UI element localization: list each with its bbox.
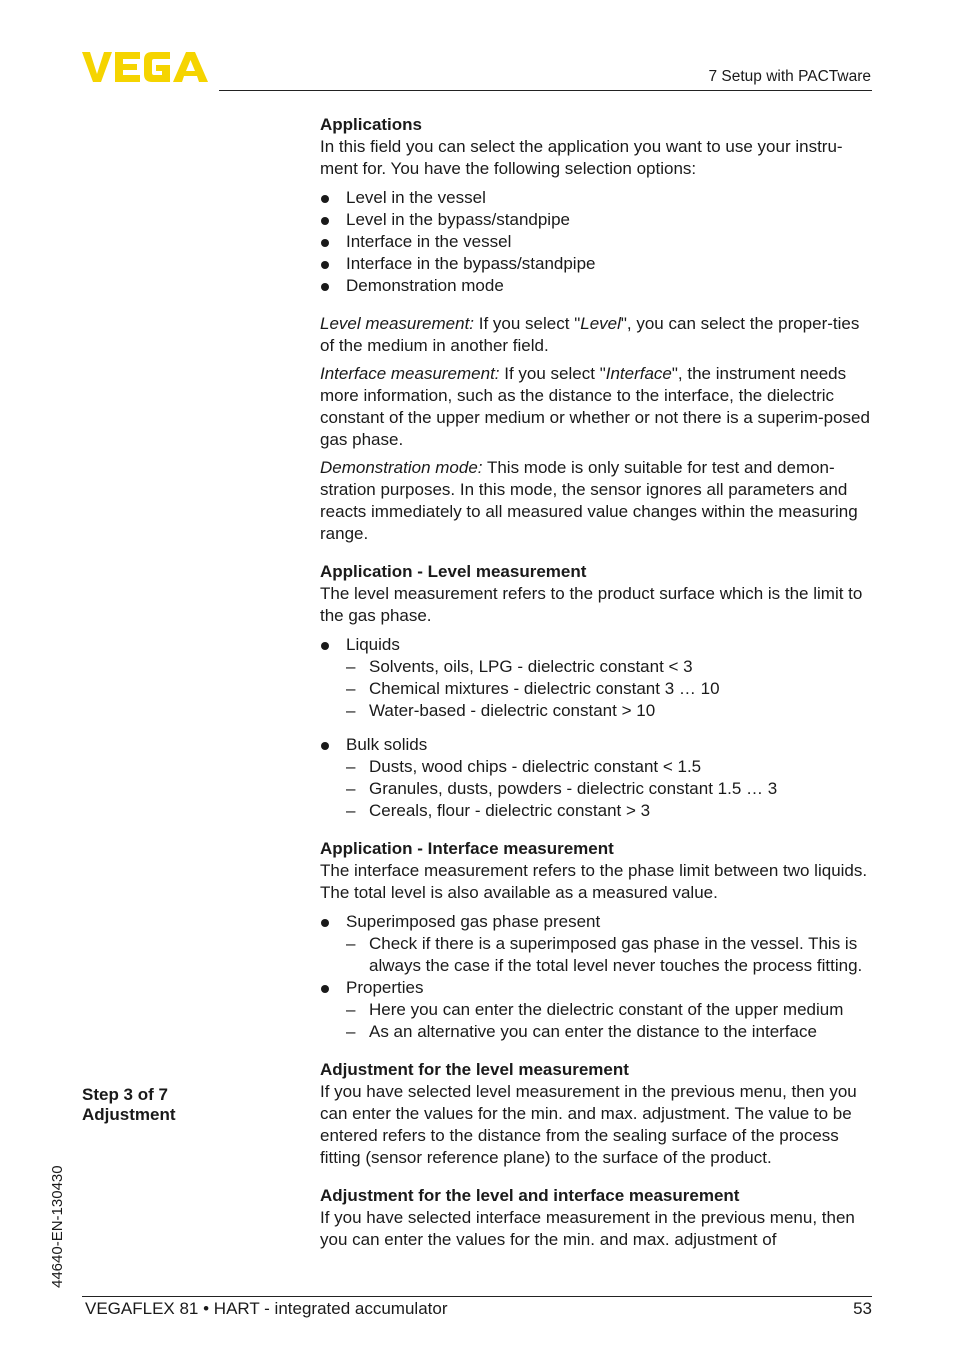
list-item: – Chemical mixtures - dielectric constant 3 … 10	[346, 678, 876, 700]
bulk-solids-sublist	[346, 756, 876, 822]
list-item: – Check if there is a superimposed gas phase in the vessel. This is always the case if the total level never touches the process fitting.	[346, 933, 876, 977]
adjustment-level-heading: Adjustment for the level measurement	[320, 1060, 629, 1079]
adjustment-interface-text: If you have selected interface measurement in the previous menu, then you can enter the values for the min. and max. adjustment of	[320, 1208, 855, 1249]
properties-label: Properties	[346, 978, 424, 997]
liquids-label: Liquids	[346, 635, 400, 654]
footer-rule	[82, 1296, 872, 1297]
list-item: Demonstration mode	[320, 275, 876, 297]
level-application-heading: Application - Level measurement	[320, 562, 587, 581]
level-medium-list	[320, 634, 876, 822]
header-rule	[219, 90, 872, 91]
header-section-title: 7 Setup with PACTware	[708, 68, 871, 85]
list-item: – As an alternative you can enter the distance to the interface	[346, 1021, 876, 1043]
interface-application-heading: Application - Interface measurement	[320, 839, 614, 858]
adjustment-interface-heading: Adjustment for the level and interface measurement	[320, 1186, 740, 1205]
bulk-solids-label: Bulk solids	[346, 735, 428, 754]
main-content	[320, 114, 876, 1251]
interface-options-list	[320, 911, 876, 1043]
interface-application-intro: The interface measurement refers to the phase limit between two liquids. The total level is also available as a measured value.	[320, 861, 868, 902]
list-item	[320, 634, 876, 734]
level-measurement-paragraph: Level measurement: If you select "Level", you can select the proper-ties of the medium in another field.	[320, 314, 860, 355]
list-item	[320, 977, 876, 1043]
adjustment-level-text: If you have selected level measurement in the previous menu, then you can enter the values for the min. and max. adjustment. The value to be entered refers to the distance from the sealing surface of the process fitting (sensor reference plane) to the surface of the product.	[320, 1082, 857, 1167]
list-item: – Here you can enter the dielectric constant of the upper medium	[346, 999, 876, 1021]
interface-term: Interface measurement:	[320, 364, 500, 383]
step-label: Step 3 of 7	[82, 1085, 168, 1104]
list-item: – Cereals, flour - dielectric constant > 3	[346, 800, 876, 822]
footer-product: VEGAFLEX 81 • HART - integrated accumulator	[85, 1299, 448, 1318]
list-item: Interface in the bypass/standpipe	[320, 253, 876, 275]
applications-intro: In this field you can select the application you want to use your instru-ment for. You have the following selection options:	[320, 137, 843, 178]
list-item: – Granules, dusts, powders - dielectric constant 1.5 … 3	[346, 778, 876, 800]
list-item: – Dusts, wood chips - dielectric constant < 1.5	[346, 756, 876, 778]
interface-measurement-paragraph: Interface measurement: If you select "Interface", the instrument needs more information, such as the distance to the interface, the dielectric constant of the upper medium or whether or not there is a superim-posed gas phase.	[320, 364, 870, 449]
vega-logo	[82, 50, 212, 84]
applications-heading: Applications	[320, 115, 423, 134]
level-application-intro: The level measurement refers to the product surface which is the limit to the gas phase.	[320, 584, 863, 625]
level-term: Level measurement:	[320, 314, 475, 333]
gas-phase-sublist	[346, 933, 876, 977]
demonstration-mode-paragraph: Demonstration mode: This mode is only suitable for test and demon-stration purposes. In this mode, the sensor ignores all parameters and reacts immediately to all measured value changes within the measuring range.	[320, 458, 858, 543]
list-item: – Water-based - dielectric constant > 10	[346, 700, 876, 722]
document-number: 44640-EN-130430	[49, 1165, 66, 1288]
application-options-list	[320, 187, 876, 297]
margin-note	[82, 1085, 176, 1125]
properties-sublist	[346, 999, 876, 1043]
list-item: – Solvents, oils, LPG - dielectric constant < 3	[346, 656, 876, 678]
list-item: Interface in the vessel	[320, 231, 876, 253]
page-number: 53	[853, 1299, 872, 1318]
list-item	[320, 911, 876, 977]
gas-phase-label: Superimposed gas phase present	[346, 912, 601, 931]
list-item: Level in the vessel	[320, 187, 876, 209]
list-item	[320, 734, 876, 822]
demo-term: Demonstration mode:	[320, 458, 483, 477]
step-title: Adjustment	[82, 1105, 176, 1124]
list-item: Level in the bypass/standpipe	[320, 209, 876, 231]
liquids-sublist	[346, 656, 876, 722]
